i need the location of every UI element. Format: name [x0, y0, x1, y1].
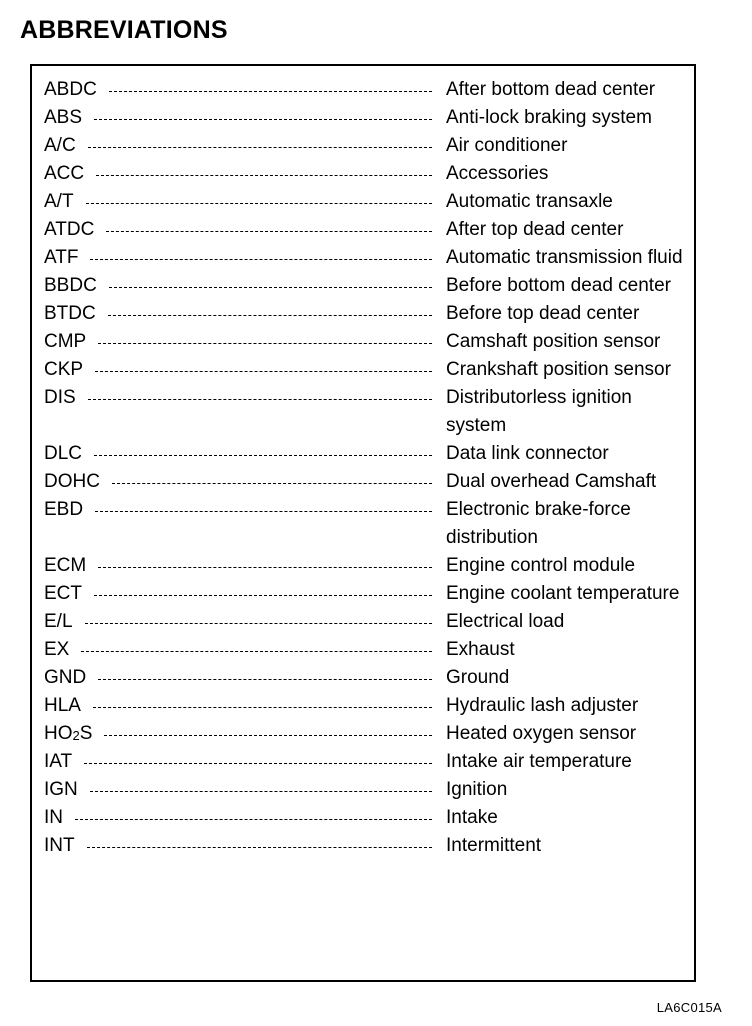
abbreviation-term: IGN	[44, 779, 78, 800]
abbreviation-term: ECT	[44, 583, 82, 604]
abbreviation-row	[44, 664, 694, 692]
abbreviation-definition: Accessories	[446, 163, 549, 184]
abbreviation-term: CMP	[44, 331, 87, 352]
abbreviation-row	[44, 300, 694, 328]
abbreviation-row	[44, 244, 694, 272]
abbreviation-term: ATF	[44, 247, 79, 268]
abbreviation-row	[44, 328, 694, 356]
abbreviation-term: A/T	[44, 191, 74, 212]
abbreviation-definition: Engine coolant temperature	[446, 583, 680, 604]
abbreviation-row	[44, 440, 694, 468]
abbreviation-row	[44, 580, 694, 608]
abbreviation-definition: Intake air temperature	[446, 751, 632, 772]
abbreviation-row	[44, 832, 694, 860]
abbreviation-term: BTDC	[44, 303, 96, 324]
abbreviation-term: $HO_2S$	[44, 723, 93, 744]
abbreviation-term: DOHC	[44, 471, 100, 492]
abbreviation-definition: Automatic transaxle	[446, 191, 613, 212]
dotted-leader	[106, 216, 432, 244]
abbreviation-definition: Air conditioner	[446, 135, 568, 156]
abbreviation-definition: Intake	[446, 807, 498, 828]
dotted-leader	[94, 580, 432, 608]
abbreviation-definition: Exhaust	[446, 639, 515, 660]
abbreviations-table	[30, 64, 696, 982]
dotted-leader	[81, 636, 432, 664]
abbreviation-list	[44, 76, 694, 860]
abbreviation-term: INT	[44, 835, 75, 856]
abbreviation-term: EX	[44, 639, 70, 660]
abbreviation-definition: Heated oxygen sensor	[446, 723, 637, 744]
abbreviation-term: CKP	[44, 359, 84, 380]
abbreviation-definition: Engine control module	[446, 555, 636, 576]
dotted-leader	[108, 300, 432, 328]
abbreviation-definition: Camshaft position sensor	[446, 331, 661, 352]
abbreviation-row	[44, 496, 694, 552]
dotted-leader	[90, 244, 432, 272]
abbreviation-definition: Electrical load	[446, 611, 565, 632]
abbreviation-definition: Ignition	[446, 779, 508, 800]
abbreviation-row	[44, 468, 694, 496]
abbreviation-term: ATDC	[44, 219, 95, 240]
figure-code: LA6C015A	[656, 1000, 722, 1015]
abbreviation-definition: Automatic transmission fluid	[446, 247, 683, 268]
dotted-leader	[94, 104, 432, 132]
dotted-leader	[88, 132, 432, 160]
abbreviation-term: ACC	[44, 163, 85, 184]
dotted-leader	[86, 188, 432, 216]
abbreviation-row	[44, 216, 694, 244]
abbreviation-definition: Dual overhead Camshaft	[446, 471, 657, 492]
abbreviation-definition: Before top dead center	[446, 303, 640, 324]
abbreviation-definition: Distributorless ignition system	[446, 387, 632, 436]
dotted-leader	[87, 832, 432, 860]
abbreviation-row	[44, 636, 694, 664]
abbreviation-row	[44, 552, 694, 580]
abbreviation-definition: Crankshaft position sensor	[446, 359, 671, 380]
abbreviation-term: HLA	[44, 695, 81, 716]
abbreviation-row	[44, 104, 694, 132]
dotted-leader	[109, 76, 432, 104]
abbreviation-definition: Anti-lock braking system	[446, 107, 652, 128]
abbreviation-definition: Ground	[446, 667, 510, 688]
abbreviation-term: EBD	[44, 499, 84, 520]
abbreviation-row	[44, 272, 694, 300]
abbreviation-term: IN	[44, 807, 63, 828]
abbreviation-definition: After top dead center	[446, 219, 624, 240]
dotted-leader	[85, 608, 432, 636]
abbreviation-definition: Intermittent	[446, 835, 542, 856]
abbreviation-term: GND	[44, 667, 87, 688]
abbreviation-term: DIS	[44, 387, 76, 408]
abbreviation-term: ECM	[44, 555, 87, 576]
abbreviation-term: ABDC	[44, 79, 97, 100]
dotted-leader	[94, 440, 432, 468]
dotted-leader	[98, 328, 432, 356]
dotted-leader	[84, 748, 432, 776]
dotted-leader	[96, 160, 432, 188]
dotted-leader	[75, 804, 432, 832]
dotted-leader	[95, 356, 432, 384]
abbreviation-row	[44, 132, 694, 160]
dotted-leader	[112, 468, 432, 496]
abbreviation-row	[44, 76, 694, 104]
abbreviation-row	[44, 692, 694, 720]
abbreviation-term: A/C	[44, 135, 76, 156]
dotted-leader	[98, 664, 432, 692]
abbreviation-term: BBDC	[44, 275, 97, 296]
abbreviation-row	[44, 160, 694, 188]
abbreviation-term: E/L	[44, 611, 73, 632]
abbreviation-row	[44, 720, 694, 748]
abbreviation-row	[44, 356, 694, 384]
dotted-leader	[95, 496, 432, 524]
abbreviation-row	[44, 804, 694, 832]
abbreviation-term: ABS	[44, 107, 83, 128]
abbreviation-definition: Before bottom dead center	[446, 275, 671, 296]
dotted-leader	[90, 776, 432, 804]
abbreviation-definition: Hydraulic lash adjuster	[446, 695, 639, 716]
dotted-leader	[98, 552, 432, 580]
dotted-leader	[109, 272, 432, 300]
dotted-leader	[88, 384, 432, 412]
abbreviation-row	[44, 384, 694, 440]
page-title: ABBREVIATIONS	[20, 16, 228, 44]
dotted-leader	[93, 692, 432, 720]
abbreviation-row	[44, 188, 694, 216]
abbreviation-term: IAT	[44, 751, 73, 772]
abbreviation-row	[44, 776, 694, 804]
abbreviation-definition: Electronic brake-force distribution	[446, 499, 631, 548]
abbreviation-definition: Data link connector	[446, 443, 609, 464]
abbreviation-row	[44, 748, 694, 776]
dotted-leader	[104, 720, 432, 748]
abbreviation-definition: After bottom dead center	[446, 79, 656, 100]
abbreviation-row	[44, 608, 694, 636]
abbreviation-term: DLC	[44, 443, 83, 464]
